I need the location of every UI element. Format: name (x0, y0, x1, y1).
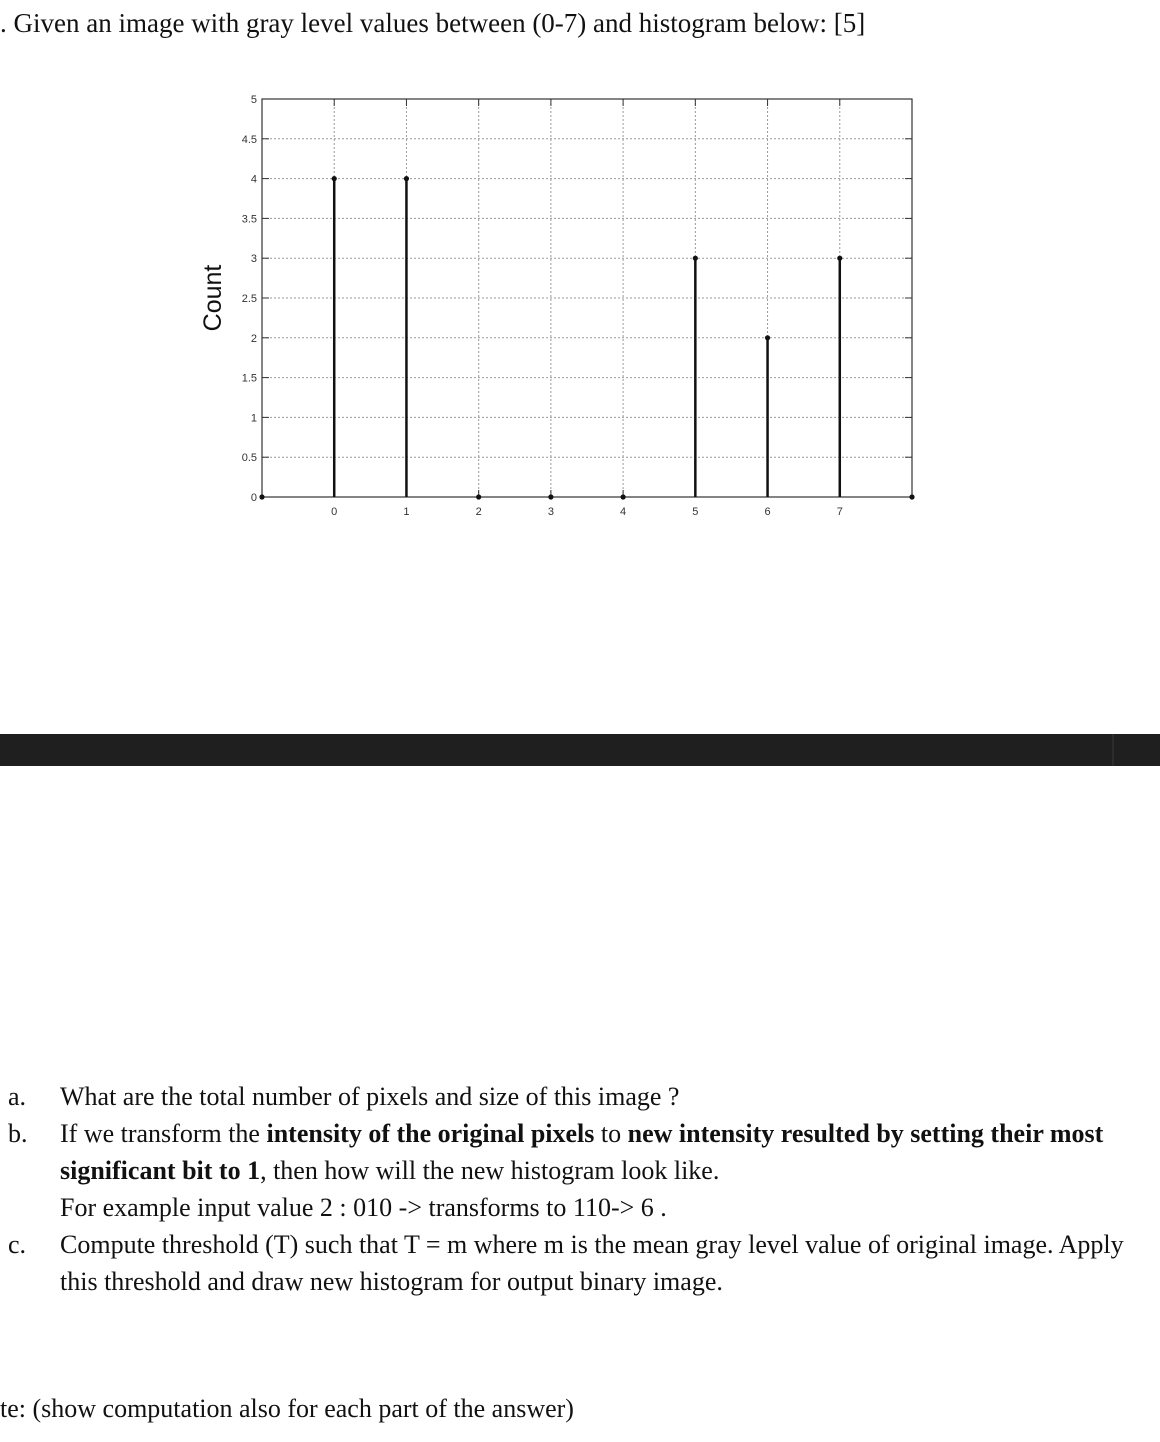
part-c (0, 1226, 1160, 1300)
x-tick-label: 7 (836, 506, 843, 518)
part-b-text (60, 1115, 1160, 1189)
stem-marker (476, 494, 481, 499)
part-b-bold-2: new intensity resulted by setting their most significant bit to 1 (60, 1119, 1104, 1185)
part-a-text: What are the total number of pixels and size of this image ? (60, 1082, 680, 1111)
y-axis-label: Count (199, 264, 227, 332)
y-tick-label: 5 (250, 94, 257, 106)
histogram-chart (185, 70, 945, 540)
x-tick-label: 1 (403, 506, 410, 518)
part-b-example: For example input value 2 : 010 -> transforms to 110-> 6 . (60, 1193, 667, 1222)
note-text: te: (show computation also for each part of the answer) (0, 1394, 574, 1423)
y-tick-label: 2 (250, 332, 257, 345)
part-a-marker: a. (8, 1082, 27, 1111)
stem-marker (548, 494, 553, 499)
stem-marker (765, 335, 770, 340)
x-tick-label: 0 (331, 506, 338, 518)
stem-marker (837, 256, 842, 261)
y-tick-label: 4 (250, 173, 257, 186)
y-tick-label: 4.5 (241, 133, 257, 146)
x-tick-label: 3 (547, 506, 554, 518)
stem-marker (909, 494, 914, 499)
part-a (0, 1078, 1160, 1115)
part-b-seg: If we transform the (60, 1119, 267, 1148)
x-tick-label: 4 (620, 506, 627, 518)
x-tick-label: 6 (764, 506, 771, 518)
stem-marker (404, 176, 409, 181)
y-tick-label: 0.5 (241, 452, 257, 465)
stem-marker (693, 256, 698, 261)
part-b-seg: , then how will the new histogram look like. (260, 1156, 720, 1185)
dark-divider-band (0, 734, 1160, 766)
y-tick-label: 0 (250, 492, 257, 504)
y-tick-label: 2.5 (241, 293, 257, 305)
y-tick-label: 1 (250, 412, 257, 425)
stem-marker (332, 176, 337, 181)
chart-grid (262, 99, 912, 497)
part-c-marker: c. (8, 1230, 27, 1259)
y-tick-label: 3.5 (241, 213, 257, 226)
y-tick-label: 1.5 (241, 372, 257, 385)
part-b-bold-1: intensity of the original pixels (266, 1119, 595, 1148)
part-b-marker: b. (8, 1119, 28, 1148)
part-b-seg: to (594, 1119, 628, 1148)
chart-ticks (242, 94, 912, 518)
question-heading: . Given an image with gray level values between (0-7) and histogram below: [5] (0, 8, 866, 38)
y-tick-label: 3 (250, 253, 257, 266)
stem-marker (259, 494, 264, 499)
part-c-text: Compute threshold (T) such that T = m where m is the mean gray level value of original image. Apply this threshold and draw new histogram for output binary image. (60, 1230, 1124, 1296)
band-notch (1112, 734, 1114, 766)
x-tick-label: 5 (692, 506, 699, 518)
question-parts (0, 1078, 1160, 1300)
part-b (0, 1115, 1160, 1226)
x-tick-label: 2 (475, 506, 482, 518)
stem-marker (621, 494, 626, 499)
